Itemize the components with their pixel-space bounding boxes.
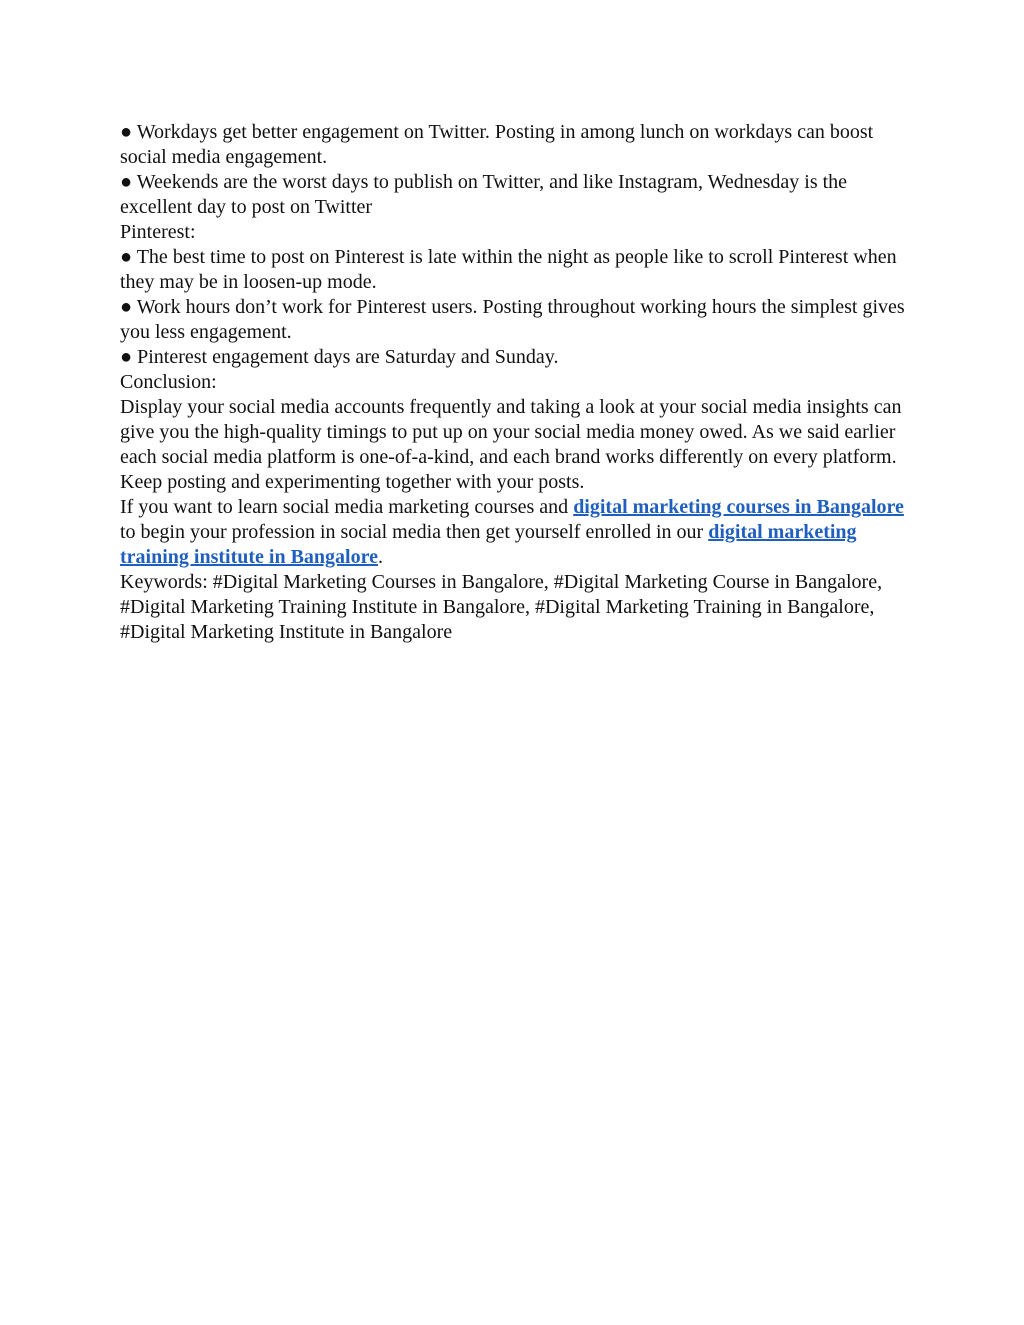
cta-text-after: . <box>378 546 383 568</box>
twitter-bullet-weekends: ● Weekends are the worst days to publish on Twitter, and like Instagram, Wednesday is the excellent day to post on Twitter <box>120 171 848 218</box>
pinterest-bullet-work-hours: ● Work hours don’t work for Pinterest users. Posting throughout working hours the simplest gives you less engagement. <box>120 296 905 343</box>
cta-text-middle: to begin your profession in social media then get yourself enrolled in our <box>120 521 709 543</box>
conclusion-body: Display your social media accounts frequently and taking a look at your social media insights can give you the high-quality timings to put up on your social media money owed. As we said earlier each social media platform is one-of-a-kind, and each brand works differently on every platform. Keep posting and experimenting together with your posts. <box>120 396 902 493</box>
cta-paragraph <box>120 495 910 570</box>
keywords-paragraph: Keywords: #Digital Marketing Courses in Bangalore, #Digital Marketing Course in Bangalore, #Digital Marketing Training Institute in Bangalore, #Digital Marketing Training in Bangalore, #Digital Marketing Institute in Bangalore <box>120 571 883 643</box>
twitter-bullet-workdays: ● Workdays get better engagement on Twitter. Posting in among lunch on workdays can boost social media engagement. <box>120 121 874 168</box>
conclusion-heading: Conclusion: <box>120 371 217 393</box>
cta-text-before: If you want to learn social media marketing courses and <box>120 496 574 518</box>
pinterest-bullet-best-time: ● The best time to post on Pinterest is late within the night as people like to scroll Pinterest when they may be in loosen-up mode. <box>120 246 897 293</box>
pinterest-bullet-days: ● Pinterest engagement days are Saturday and Sunday. <box>120 346 559 368</box>
pinterest-heading: Pinterest: <box>120 221 196 243</box>
digital-marketing-courses-link[interactable]: digital marketing courses in Bangalore <box>573 496 904 518</box>
document-page <box>120 120 910 645</box>
training-institute-link[interactable]: digital marketing training institute in Bangalore <box>120 521 857 568</box>
